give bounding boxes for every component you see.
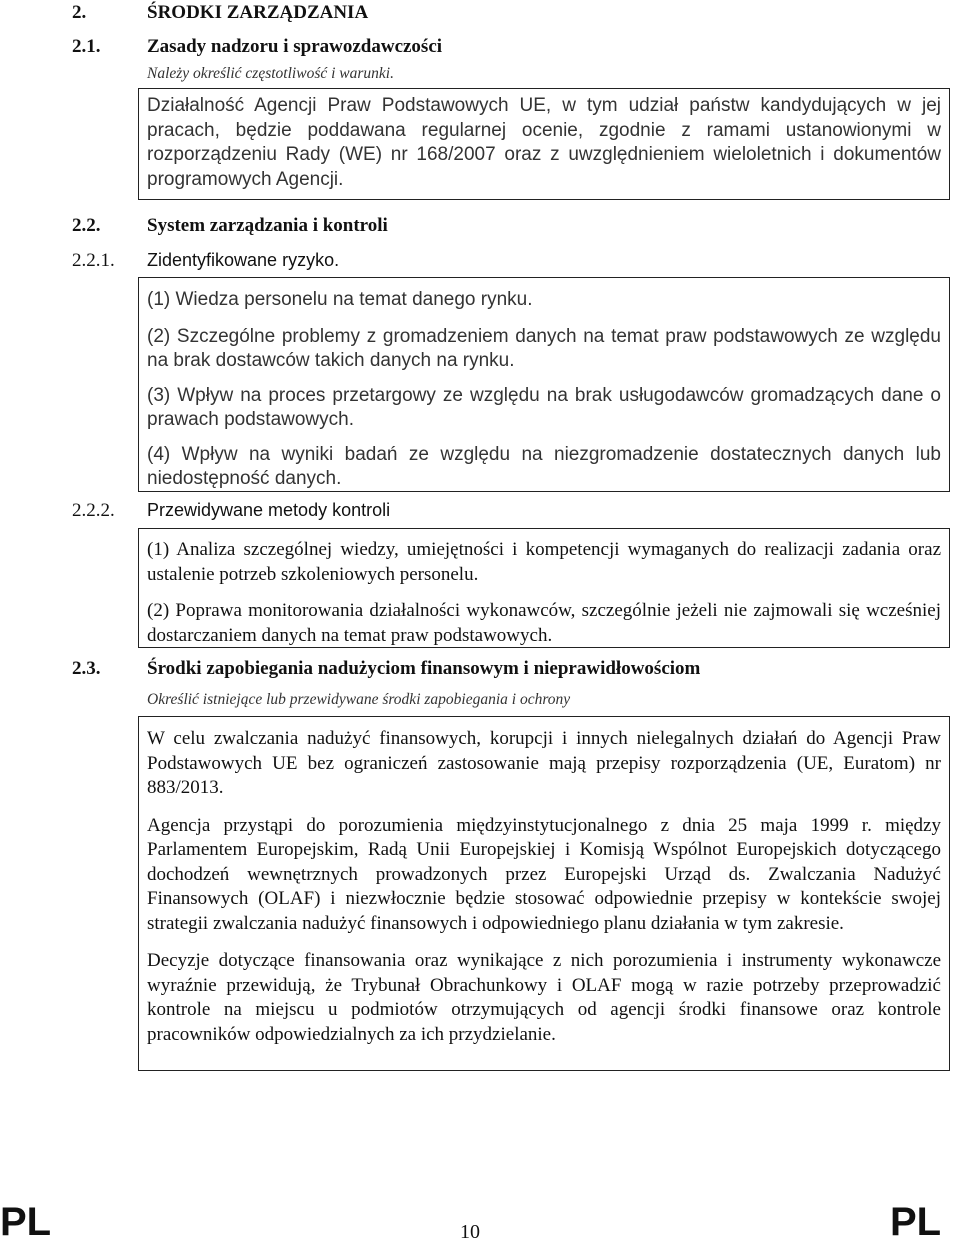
subsection-number: 2.1.: [72, 36, 101, 57]
risk-item: (2) Szczególne problemy z gromadzeniem danych na temat praw podstawowych ze względu na brak dostawców takich danych na rynku.: [147, 325, 941, 371]
control-methods-box: [138, 528, 950, 648]
subsubsection-title: Zidentyfikowane ryzyko.: [147, 250, 340, 270]
anti-fraud-paragraph: Decyzje dotyczące finansowania oraz wynikające z nich porozumienia i instrumenty wykonawcze wyraźnie przewidują, że Trybunał Obrachunkowy i OLAF mogą w razie potrzeby przeprowadzić kontrole na miejscu u podmiotów otrzymujących od agencji środki finansowe oraz kontrole pracowników odpowiedzialnych za ich przydzielanie.: [147, 950, 941, 1045]
subsubsection-title: Przewidywane metody kontroli: [147, 500, 391, 520]
risk-item: (3) Wpływ na proces przetargowy ze względu na brak usługodawców gromadzących dane o prawach podstawowych.: [147, 384, 941, 430]
subsection-title: System zarządzania i kontroli: [147, 215, 388, 236]
subsection-title: Środki zapobiegania nadużyciom finansowym i nieprawidłowościom: [147, 658, 701, 679]
control-item: (1) Analiza szczególnej wiedzy, umiejętności i kompetencji wymaganych do realizacji zadania oraz ustalenie potrzeb szkoleniowych personelu.: [147, 539, 941, 585]
instruction-hint: Należy określić częstotliwość i warunki.: [147, 65, 394, 82]
page-number: 10: [460, 1221, 480, 1243]
monitoring-text-box: [138, 88, 950, 200]
anti-fraud-box: [138, 716, 950, 1071]
monitoring-paragraph: Działalność Agencji Praw Podstawowych UE, w tym udział państw kandydujących w jej pracach, będzie poddawana regularnej ocenie, zgodnie z ramami ustanowionymi w rozporządzeniu Rady (WE) nr 168/2007 oraz z uwzględnieniem wieloletnich i dokumentów programowych Agencji.: [147, 95, 941, 190]
instruction-hint: Określić istniejące lub przewidywane środki zapobiegania i ochrony: [147, 691, 571, 708]
risk-item: (4) Wpływ na wyniki badań ze względu na niezgromadzenie dostatecznych danych lub niedostępność danych.: [147, 443, 941, 489]
section-number: 2.: [72, 2, 87, 23]
subsubsection-number: 2.2.2.: [72, 500, 115, 521]
anti-fraud-paragraph: Agencja przystąpi do porozumienia międzyinstytucjonalnego z dnia 25 maja 1999 r. między Parlamentem Europejskim, Radą Unii Europejskiej i Komisją Wspólnot Europejskich dotyczącego dochodzeń wewnętrznych prowadzonych przez Europejski Urząd ds. Zwalczania Nadużyć Finansowych (OLAF) i niezwłocznie będzie stosować odpowiednie przepisy w kontekście swojej strategii zwalczania nadużyć finansowych i odpowiedniego planu działania w tym zakresie.: [147, 814, 941, 934]
section-title: ŚRODKI ZARZĄDZANIA: [147, 2, 369, 23]
subsection-number: 2.2.: [72, 215, 101, 236]
risk-box: [138, 277, 950, 492]
subsection-title: Zasady nadzoru i sprawozdawczości: [147, 36, 443, 57]
anti-fraud-paragraph: W celu zwalczania nadużyć finansowych, korupcji i innych nielegalnych działań do Agencji Praw Podstawowych UE bez ograniczeń zastosowanie mają przepisy rozporządzenia (UE, Euratom) nr 883/2013.: [147, 728, 941, 798]
footer-language-right: PL: [890, 1200, 942, 1244]
subsubsection-number: 2.2.1.: [72, 250, 115, 271]
control-item: (2) Poprawa monitorowania działalności wykonawców, szczególnie jeżeli nie zajmowali się wcześniej dostarczaniem danych na temat praw podstawowych.: [147, 600, 941, 646]
footer-language-left: PL: [0, 1200, 52, 1244]
subsection-number: 2.3.: [72, 658, 101, 679]
risk-item: (1) Wiedza personelu na temat danego rynku.: [147, 289, 533, 310]
